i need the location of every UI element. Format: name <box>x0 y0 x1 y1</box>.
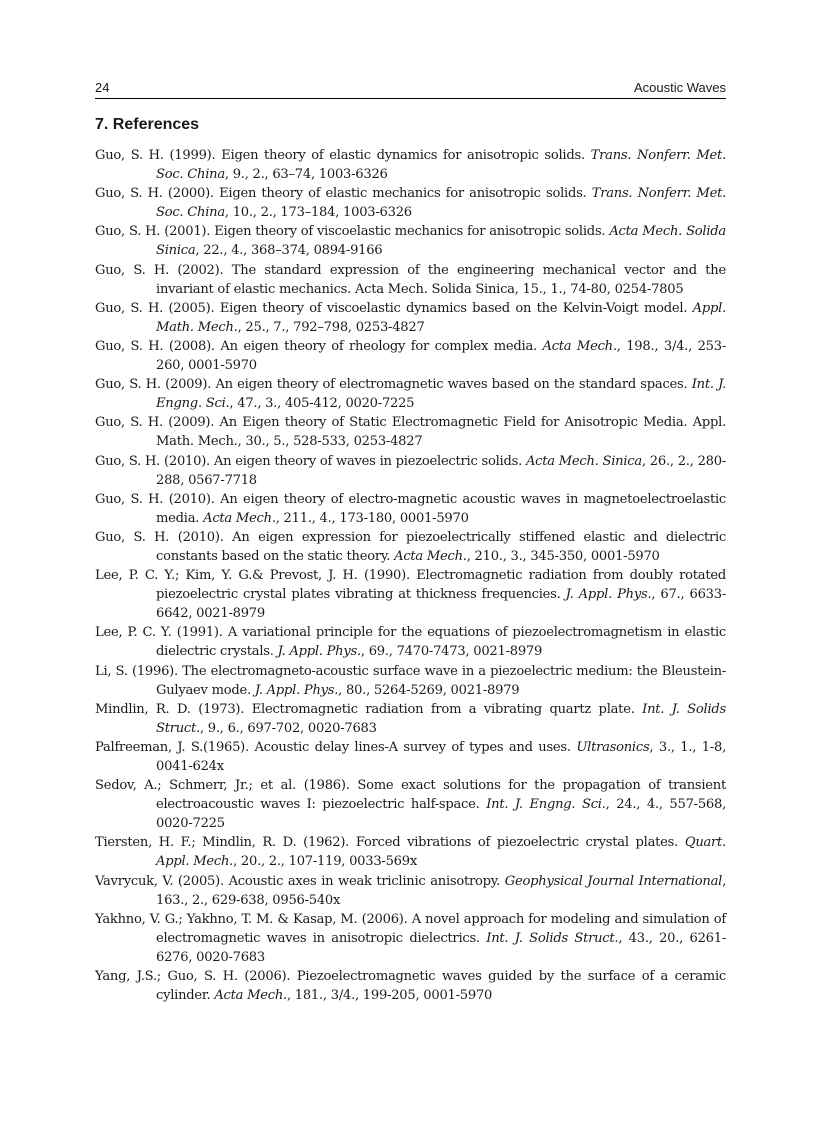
reference-item <box>95 337 726 375</box>
reference-text: Lee, P. C. Y. (1991). A variational principle for the equations of piezoelectromagnetism in elastic dielectric crystals. <box>95 625 726 660</box>
reference-details: , 25., 7., 792–798, 0253-4827 <box>237 319 425 335</box>
reference-text: Guo, S. H. (2002). The standard expression of the engineering mechanical vector and the invariant of elastic mechanics. Acta Mech. Solida Sinica, 15., 1., 74-80, 0254-7805 <box>95 262 726 297</box>
journal-title: Trans. Nonferr. Met. Soc. China <box>156 148 726 183</box>
reference-item <box>95 184 726 222</box>
reference-details: , 24., 4., 557-568, 0020-7225 <box>156 797 727 832</box>
reference-details: , 210., 3., 345-350, 0001-5970 <box>466 548 660 564</box>
reference-item <box>95 662 726 700</box>
journal-title: Acta Mech. <box>214 988 287 1004</box>
journal-title: J. Appl. Phys. <box>254 682 339 698</box>
journal-title: Acta Mech. Sinica <box>525 453 642 469</box>
reference-text: Guo, S. H. (2009). An Eigen theory of Static Electromagnetic Field for Anisotropic Media. Appl. Math. Mech., 30., 5., 528-533, 0253-4827 <box>95 415 726 450</box>
reference-item <box>95 261 726 299</box>
reference-details: , 198., 3/4., 253-260, 0001-5970 <box>156 338 726 374</box>
reference-text: Guo, S. H. (2001). Eigen theory of viscoelastic mechanics for anisotropic solids. <box>95 224 610 240</box>
reference-item <box>95 413 726 451</box>
reference-details: , 43., 20., 6261-6276, 0020-7683 <box>156 930 727 965</box>
reference-text: Tiersten, H. F.; Mindlin, R. D. (1962). Forced vibrations of piezoelectric crystal plates. <box>95 835 685 851</box>
reference-item <box>95 738 726 776</box>
reference-text: Guo, S. H. (2008). An eigen theory of rheology for complex media. <box>95 338 543 354</box>
journal-title: Int. J. Engng. Sci. <box>486 797 606 813</box>
reference-details: , 181., 3/4., 199-205, 0001-5970 <box>286 988 493 1004</box>
section-title: 7. References <box>95 116 200 133</box>
reference-item <box>95 566 726 623</box>
reference-list <box>95 146 726 1005</box>
journal-title: Appl. Math. Mech. <box>156 300 726 335</box>
page-header <box>95 80 726 98</box>
journal-title: Int. J. Solids Struct. <box>156 701 727 736</box>
reference-item <box>95 776 726 833</box>
reference-text: Guo, S. H. (2009). An eigen theory of electromagnetic waves based on the standard spaces. <box>95 377 692 393</box>
reference-text: Guo, S. H. (2005). Eigen theory of viscoelastic dynamics based on the Kelvin-Voigt model. <box>95 300 693 316</box>
reference-item <box>95 222 726 260</box>
reference-text: Sedov, A.; Schmerr, Jr.; et al. (1986). Some exact solutions for the propagation of transient electroacoustic waves I: piezoelectric half-space. <box>95 778 726 813</box>
reference-item <box>95 490 726 528</box>
reference-text: Mindlin, R. D. (1973). Electromagnetic radiation from a vibrating quartz plate. <box>95 701 643 717</box>
reference-text: Yang, J.S.; Guo, S. H. (2006). Piezoelectromagnetic waves guided by the surface of a ceramic cylinder. <box>95 969 726 1004</box>
reference-details: , 67., 6633-6642, 0021-8979 <box>156 587 726 622</box>
reference-text: Guo, S. H. (2010). An eigen theory of electro-magnetic acoustic waves in magnetoelectroelastic media. <box>95 491 726 526</box>
journal-title: J. Appl. Phys. <box>565 587 652 603</box>
header-rule <box>95 98 726 99</box>
reference-item <box>95 833 726 871</box>
journal-title: Acta Mech. <box>394 548 467 564</box>
reference-text: Guo, S. H. (2000). Eigen theory of elastic mechanics for anisotropic solids. <box>95 186 592 202</box>
reference-item <box>95 528 726 566</box>
reference-details: , 10., 2., 173–184, 1003-6326 <box>224 205 412 221</box>
journal-title: Trans. Nonferr. Met. Soc. China <box>156 186 726 221</box>
running-title: Acoustic Waves <box>634 80 726 95</box>
reference-details: , 80., 5264-5269, 0021-8979 <box>338 682 520 698</box>
reference-item <box>95 375 726 413</box>
reference-text: Lee, P. C. Y.; Kim, Y. G.& Prevost, J. H. (1990). Electromagnetic radiation from doubly rotated piezoelectric crystal plates vibrating at thickness frequencies. <box>95 568 726 603</box>
reference-item <box>95 299 726 337</box>
reference-item <box>95 700 726 738</box>
reference-item <box>95 452 726 490</box>
journal-title: Acta Mech. <box>203 510 276 526</box>
journal-title: Int. J. Solids Struct. <box>486 930 619 946</box>
reference-details: , 9., 6., 697-702, 0020-7683 <box>199 720 377 736</box>
reference-text: Yakhno, V. G.; Yakhno, T. M. & Kasap, M. (2006). A novel approach for modeling and simulation of electromagnetic waves in anisotropic dielectrics. <box>95 911 726 946</box>
reference-details: , 26., 2., 280-288, 0567-7718 <box>156 453 726 488</box>
reference-details: , 69., 7470-7473, 0021-8979 <box>360 644 543 660</box>
journal-title: Acta Mech. <box>542 338 617 354</box>
reference-details: , 22., 4., 368–374, 0894-9166 <box>195 243 383 259</box>
reference-item <box>95 872 726 910</box>
journal-title: J. Appl. Phys. <box>277 644 361 660</box>
page-number: 24 <box>95 80 110 95</box>
reference-details: , 20., 2., 107-119, 0033-569x <box>233 854 417 870</box>
reference-item <box>95 146 726 184</box>
reference-text: Guo, S. H. (2010). An eigen expression for piezoelectrically stiffened elastic and dielectric constants based on the static theory. <box>95 529 726 564</box>
reference-details: , 163., 2., 629-638, 0956-540x <box>156 873 726 908</box>
journal-title: Int. J. Engng. Sci. <box>156 377 726 412</box>
reference-item <box>95 910 726 967</box>
reference-text: Guo, S. H. (2010). An eigen theory of waves in piezoelectric solids. <box>95 453 526 469</box>
reference-item <box>95 623 726 661</box>
reference-text: Palfreeman, J. S.(1965). Acoustic delay lines-A survey of types and uses. <box>95 739 577 755</box>
reference-text: Vavrycuk, V. (2005). Acoustic axes in weak triclinic anisotropy. <box>95 873 505 889</box>
reference-text: Guo, S. H. (1999). Eigen theory of elastic dynamics for anisotropic solids. <box>95 148 591 163</box>
reference-details: , 47., 3., 405-412, 0020-7225 <box>229 396 415 412</box>
reference-details: , 3., 1., 1-8, 0041-624x <box>156 739 726 774</box>
journal-title: Acta Mech. Solida Sinica <box>156 224 726 259</box>
journal-title: Ultrasonics <box>576 739 650 755</box>
reference-details: , 9., 2., 63–74, 1003-6326 <box>224 167 388 183</box>
journal-title: Quart. Appl. Mech. <box>156 835 726 870</box>
reference-details: , 211., 4., 173-180, 0001-5970 <box>275 510 469 526</box>
reference-item <box>95 967 726 1005</box>
reference-text: Li, S. (1996). The electromagneto-acoustic surface wave in a piezoelectric medium: the Bleustein-Gulyaev mode. <box>95 663 726 698</box>
journal-title: Geophysical Journal International <box>504 873 723 889</box>
